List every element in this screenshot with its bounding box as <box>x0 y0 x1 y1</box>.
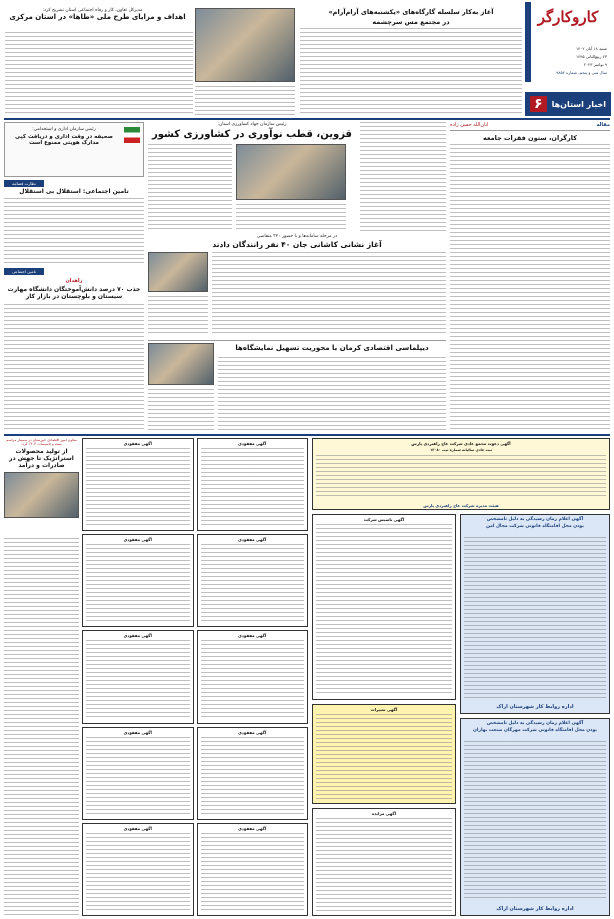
side-story <box>4 438 79 916</box>
notice-title: آگهی مفقودی <box>238 729 267 735</box>
notice <box>82 727 194 820</box>
story-2-photo <box>148 252 208 292</box>
notice <box>197 534 309 627</box>
left-kicker-3: زاهدان <box>65 278 83 284</box>
story-2 <box>148 234 446 334</box>
notice <box>82 438 194 531</box>
side-story-body <box>4 538 79 916</box>
side-story-kicker: معاون امور اقتصادی خوزستان در سمینار مراسم بسته و تاسیسات ۱۴۰۳ کرد: <box>6 438 77 446</box>
story-2-kicker: در مرحله سامانه‌ها و با حضور ۳۲۰ متقاضی <box>256 234 338 239</box>
date-line-3: ۹ نوامبر ۲۰۲۳ <box>583 62 607 67</box>
date-line-4: سال سی و پنجم، شماره ۹۸۵۴ <box>556 70 607 75</box>
top-story-2-body <box>5 32 193 116</box>
lead-body-bottom <box>236 204 346 232</box>
notice-title: آگهی مفقودی <box>123 441 152 446</box>
lead-title: قزوین، قطب نوآوری در کشاورزی کشور <box>152 129 352 140</box>
ad-1-body <box>316 455 606 499</box>
story-3 <box>148 340 446 432</box>
ad-1-footer: هیئت مدیره شرکت عاج راهبردی پارس <box>423 503 499 508</box>
lead-photo <box>236 144 346 200</box>
notice-title: آگهی مفقودی <box>123 633 152 639</box>
notices-grid <box>82 438 308 916</box>
story-2-title: آغاز نشانی کاشانی جان ۴۰ نفر رانندگان دادند <box>212 240 382 249</box>
left-box-1 <box>4 122 144 177</box>
top-rule <box>4 118 610 120</box>
left-title-2: تامین اجتماعی: استقلال بی استقلال <box>19 188 129 195</box>
ad-3-title: آگهی اعلام زمان رسیدگی به دلیل نامشخص <box>486 721 584 726</box>
masthead-side-strip <box>525 2 531 82</box>
story-2-body-b <box>148 296 208 334</box>
left-box-1-title: صحیفه در وقت اداری و دریافت کپی مدارک هویتی ممنوع است <box>15 134 113 146</box>
ad-6-title: آگهی مزایده <box>371 811 397 816</box>
story-2-body <box>212 252 446 334</box>
ad-3-subtitle: بودن محل اقامتگاه قانونی شرکت مهرگان صنعت بهاران <box>473 728 597 733</box>
section-banner <box>525 92 611 116</box>
ad-general-assembly <box>312 438 610 510</box>
notice-title: آگهی مفقودی <box>238 441 267 446</box>
notice <box>197 727 309 820</box>
notice-body <box>201 833 305 912</box>
notice-title: آگهی مفقودی <box>123 729 152 735</box>
left-label-2: تامین اجتماعی <box>4 268 44 275</box>
top-headline-1b: در مجتمع مس سرچشمه <box>372 18 450 26</box>
left-label-1: نظارت قضائیه <box>4 180 44 187</box>
top-story-right <box>300 8 522 116</box>
story-3-title: دیپلماسی اقتصادی کرمان با محوریت تسهیل نمایشگاه‌ها <box>235 344 429 352</box>
notice-body <box>201 737 305 816</box>
lead-kicker: رئیس سازمان جهاد کشاورزی استان: <box>217 122 287 127</box>
notice-body <box>201 544 305 623</box>
ad-5-title: آگهی تغییرات <box>370 707 398 712</box>
left-column <box>4 122 144 432</box>
ad-hearing-notice-2 <box>460 718 610 916</box>
left-body-3 <box>4 304 144 432</box>
side-story-photo <box>4 472 79 518</box>
ad-6-body <box>316 818 452 912</box>
ad-3-footer: اداره روابط کار شهرستان اراک <box>496 906 574 912</box>
top-headline-2-kicker: مدیرکل تعاون، کار و رفاه اجتماعی استان تشریح کرد: <box>42 8 143 13</box>
top-story-left <box>5 8 295 116</box>
notice <box>82 534 194 627</box>
notice-title: آگهی مفقودی <box>123 825 152 831</box>
ad-4-body <box>316 524 452 696</box>
ad-2-title: آگهی اعلام زمان رسیدگی به دلیل نامشخص <box>486 517 584 522</box>
date-line-1: شنبه ۱۸ آبان ۱۴۰۲ <box>575 46 607 51</box>
notice-body <box>201 640 305 719</box>
notice-body <box>86 640 190 719</box>
portrait-photo <box>195 8 295 82</box>
article-header <box>450 122 610 131</box>
ad-4-title: آگهی تاسیس شرکت <box>363 517 405 522</box>
notice <box>82 823 194 916</box>
side-story-title: از تولید محصولات استراتژیک تا جهش در صادرات و درآمد <box>9 448 74 469</box>
notice <box>82 630 194 723</box>
page-number: ۶ <box>530 96 547 112</box>
date-line-2: ۲۳ ربیع‌الثانی ۱۴۴۵ <box>575 54 607 59</box>
ad-company-registration <box>312 514 456 700</box>
left-body-2 <box>4 198 144 264</box>
ad-1-title: آگهی دعوت مجمع عادی شرکت عاج راهبردی پارس <box>411 441 511 446</box>
article-body <box>450 144 610 432</box>
left-title-3: جذب ۷۰ درصد دانش‌آموختگان دانشگاه مهارت سیستان و بلوچستان در بازار کار <box>7 286 141 300</box>
story-3-body <box>218 357 446 432</box>
left-box-1-kicker: رئیس سازمان اداری و استخدامی: <box>32 127 96 132</box>
ad-2-footer: اداره روابط کار شهرستان اراک <box>496 704 574 710</box>
notice-title: آگهی مفقودی <box>238 633 267 639</box>
top-headline-1: آغاز به‌کار سلسله گارگاه‌های «یکشنبه‌های آرام‌آرام» <box>328 8 494 16</box>
story-3-body-b <box>148 389 214 432</box>
section-title: اخبار استان‌ها <box>551 99 606 109</box>
article-title: کارگران، ستون فقرات جامعه <box>483 134 577 142</box>
top-headline-2: اهداف و مزایای طرح ملی «طاها» در استان مرکزی <box>9 13 186 21</box>
notice-body <box>86 833 190 912</box>
top-story-2-body-b <box>195 86 295 116</box>
notice-title: آگهی مفقودی <box>123 537 152 543</box>
notice-body <box>86 737 190 816</box>
story-3-photo <box>148 343 214 385</box>
ad-5-body <box>316 714 452 800</box>
notice <box>197 438 309 531</box>
lead-story <box>148 122 446 232</box>
article-author: ابان‌الله حسن زاده <box>450 122 489 128</box>
ad-hearing-notice-1 <box>460 514 610 714</box>
notice <box>197 630 309 723</box>
notice-body <box>201 448 305 527</box>
ad-changes <box>312 704 456 804</box>
masthead <box>525 2 611 120</box>
flag-icon <box>124 127 140 143</box>
notice-body <box>86 448 190 527</box>
notice-title: آگهی مفقودی <box>238 825 267 831</box>
mid-rule <box>4 434 610 436</box>
notice <box>197 823 309 916</box>
ad-auction <box>312 808 456 916</box>
top-story-1-body <box>300 28 522 116</box>
ad-2-subtitle: بودن محل اقامتگاه قانونی شرکت مجال امن <box>486 524 584 529</box>
lead-body-right <box>360 122 446 232</box>
newspaper-logo: کاروکارگر <box>537 8 599 26</box>
ad-1-subtitle: ثبت عادی سالیانه شماره ثبت ۱۲۰۸۰ <box>430 448 492 452</box>
ad-2-body <box>464 537 606 699</box>
article-kicker: مقاله <box>596 122 610 128</box>
ad-3-body <box>464 741 606 901</box>
article-column <box>450 122 610 432</box>
lead-body-left <box>148 144 232 232</box>
notice-body <box>86 544 190 623</box>
notice-title: آگهی مفقودی <box>238 537 267 543</box>
